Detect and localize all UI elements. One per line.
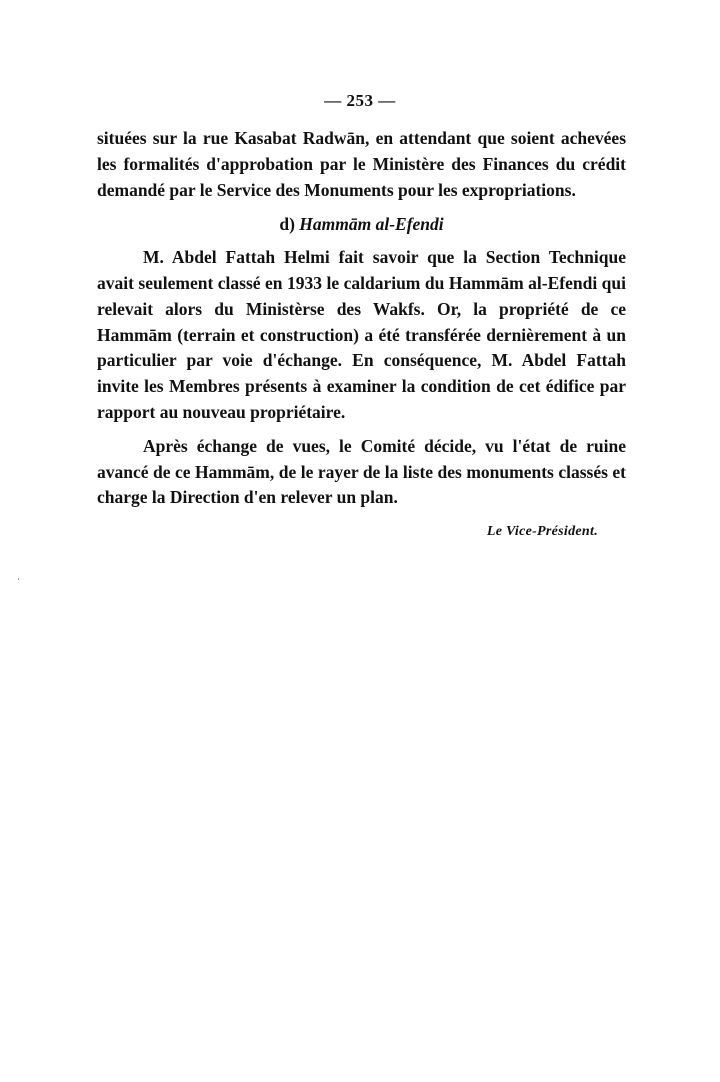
paragraph-1: M. Abdel Fattah Helmi fait savoir que la Section Technique avait seulement classé en 1933 le caldarium du Hammām al-Efendi qui relevait alors du Ministèrse des Wakfs. Or, la propriété de ce Hammām (terrain et construction) a été transférée dernièrement à un particulier par voie d'échange. En conséquence, M. Abdel Fattah invite les Membres présents à examiner la condition de cet édifice par rapport au nouveau propriétaire.: [97, 247, 626, 422]
signature: Le Vice-Président.: [486, 524, 598, 540]
section-heading: [97, 212, 626, 238]
section-label: d): [279, 214, 295, 235]
body-text: [97, 126, 626, 545]
margin-speck: [18, 578, 19, 580]
continuation-paragraph: situées sur la rue Kasabat Radwān, en attendant que soient achevées les formalités d'approbation par le Ministère des Finances du crédit demandé par le Service des Monuments pour les expropriations.: [97, 128, 626, 200]
section-title: Hammām al-Efendi: [299, 214, 444, 235]
page-number: — 253 —: [324, 91, 396, 110]
paragraph-2: Après échange de vues, le Comité décide, vu l'état de ruine avancé de ce Hammām, de le rayer de la liste des monuments classés et charge la Direction d'en relever un plan.: [97, 435, 626, 508]
